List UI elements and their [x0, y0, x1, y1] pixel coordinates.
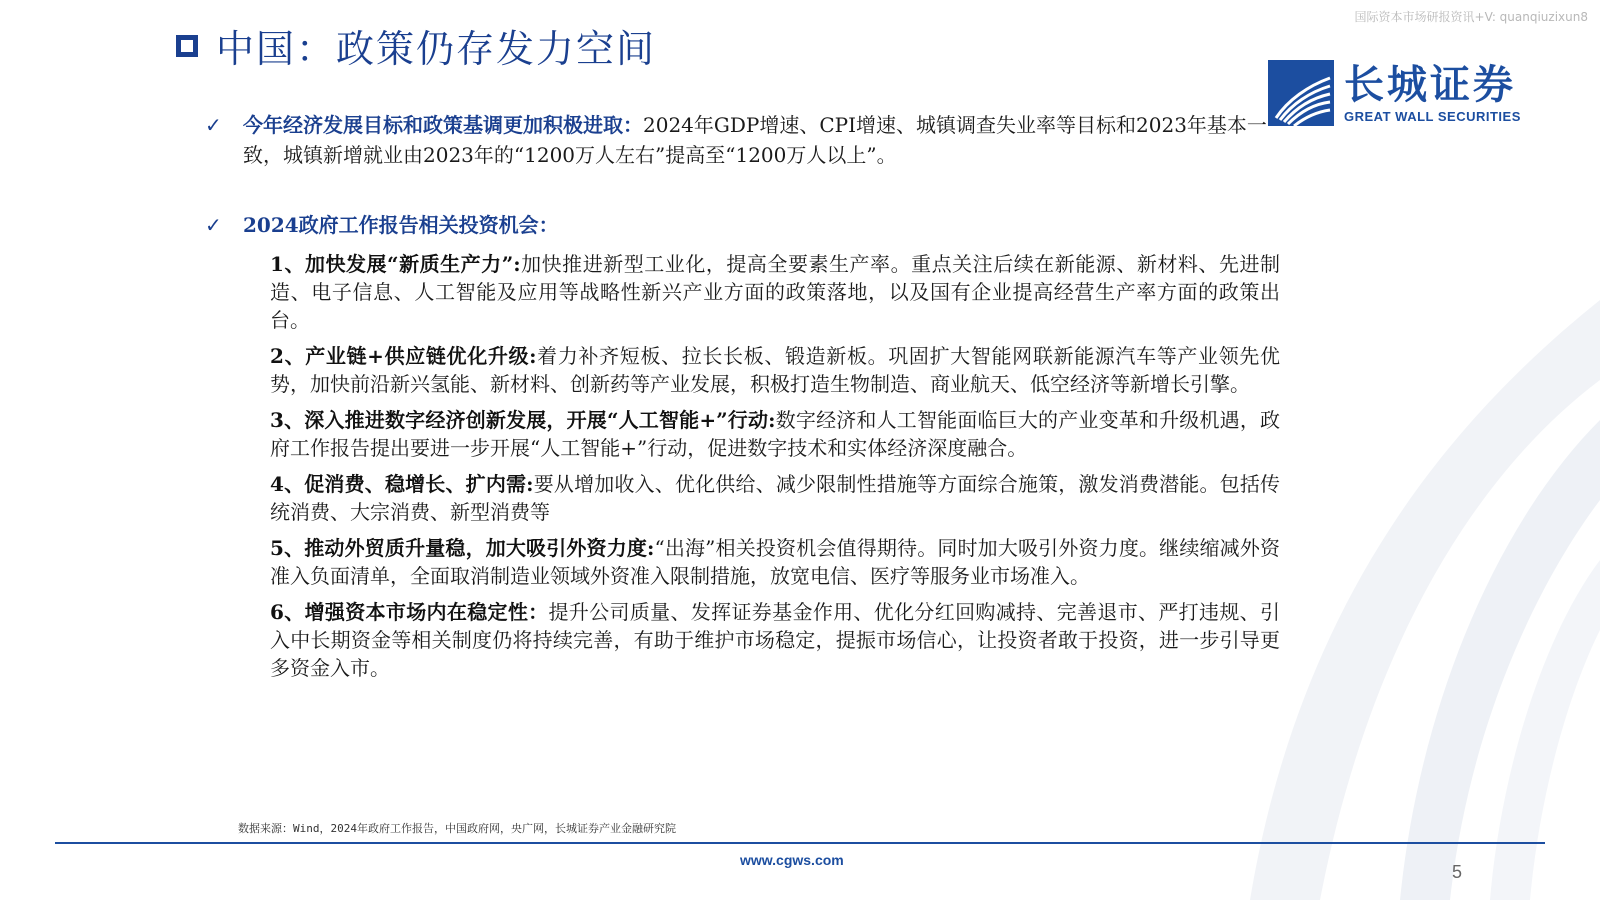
- bullet-text: 2024年GDP增速、CPI增速、城镇调查失业率等目标和2023年基本一致，城镇新增就业由2023年的“1200万人左右”提高至“1200万人以上”。: [243, 113, 1267, 167]
- list-item: [270, 598, 1280, 682]
- list-item: [270, 406, 1280, 462]
- logo-chinese-name: 长城证券: [1344, 61, 1516, 108]
- item-heading: 2、产业链+供应链优化升级:: [270, 344, 537, 368]
- item-heading: 4、促消费、稳增长、扩内需:: [270, 472, 534, 496]
- list-item: [270, 470, 1280, 526]
- item-text: “出海”相关投资机会值得期待。同时加大吸引外资力度。继续缩减外资准入负面清单，全面取消制造业领域外资准入限制措施，放宽电信、医疗等服务业市场准入。: [270, 536, 1280, 588]
- item-text: 加快推进新型工业化，提高全要素生产率。重点关注后续在新能源、新材料、先进制造、电子信息、人工智能及应用等战略性新兴产业方面的政策落地，以及国有企业提高经营生产率方面的政策出台。: [270, 252, 1281, 332]
- bullet-lead: 2024政府工作报告相关投资机会：: [243, 213, 559, 237]
- title-square-icon: [176, 35, 198, 57]
- page-number: 5: [1452, 862, 1463, 882]
- item-text: 数字经济和人工智能面临巨大的产业变革和升级机遇，政府工作报告提出要进一步开展“人工智能+”行动，促进数字技术和实体经济深度融合。: [270, 408, 1280, 460]
- checkmark-icon: ✓: [205, 213, 222, 237]
- footer-website-link[interactable]: www.cgws.com: [740, 852, 844, 868]
- item-heading: 5、推动外贸质升量稳，加大吸引外资力度:: [270, 536, 655, 560]
- opportunity-list: [270, 250, 1280, 682]
- watermark-text: 国际资本市场研报资讯+V: quanqiuzixun8: [1354, 10, 1588, 24]
- page-title: 中国：政策仍存发力空间: [216, 27, 657, 71]
- list-item: [270, 250, 1280, 334]
- footer-divider: [55, 842, 1545, 844]
- item-heading: 1、加快发展“新质生产力”:: [270, 252, 521, 276]
- slide-content: [205, 110, 1280, 690]
- list-item: [270, 534, 1280, 590]
- bullet-economic-targets: [205, 110, 1280, 170]
- data-source-note: 数据来源：Wind，2024年政府工作报告，中国政府网，央广网，长城证券产业金融研究院: [238, 822, 676, 835]
- item-text: 提升公司质量、发挥证券基金作用、优化分红回购减持、完善退市、严打违规、引入中长期资金等相关制度仍将持续完善，有助于维护市场稳定，提振市场信心，让投资者敢于投资，进一步引导更多资金入市。: [270, 600, 1280, 680]
- bullet-lead: 今年经济发展目标和政策基调更加积极进取：: [243, 113, 643, 137]
- item-text: 要从增加收入、优化供给、减少限制性措施等方面综合施策，激发消费潜能。包括传统消费、大宗消费、新型消费等: [270, 472, 1280, 524]
- item-heading: 6、增强资本市场内在稳定性：: [270, 600, 549, 624]
- list-item: [270, 342, 1280, 398]
- slide-title: [176, 18, 656, 73]
- item-text: 着力补齐短板、拉长长板、锻造新板。巩固扩大智能网联新能源汽车等产业领先优势，加快前沿新兴氢能、新材料、创新药等产业发展，积极打造生物制造、商业航天、低空经济等新增长引擎。: [270, 344, 1280, 396]
- bullet-investment-opportunities: [205, 210, 1280, 240]
- logo-english-name: GREAT WALL SECURITIES: [1344, 108, 1521, 124]
- company-logo: [1268, 60, 1521, 126]
- checkmark-icon: ✓: [205, 113, 222, 137]
- item-heading: 3、深入推进数字经济创新发展，开展“人工智能+”行动:: [270, 408, 776, 432]
